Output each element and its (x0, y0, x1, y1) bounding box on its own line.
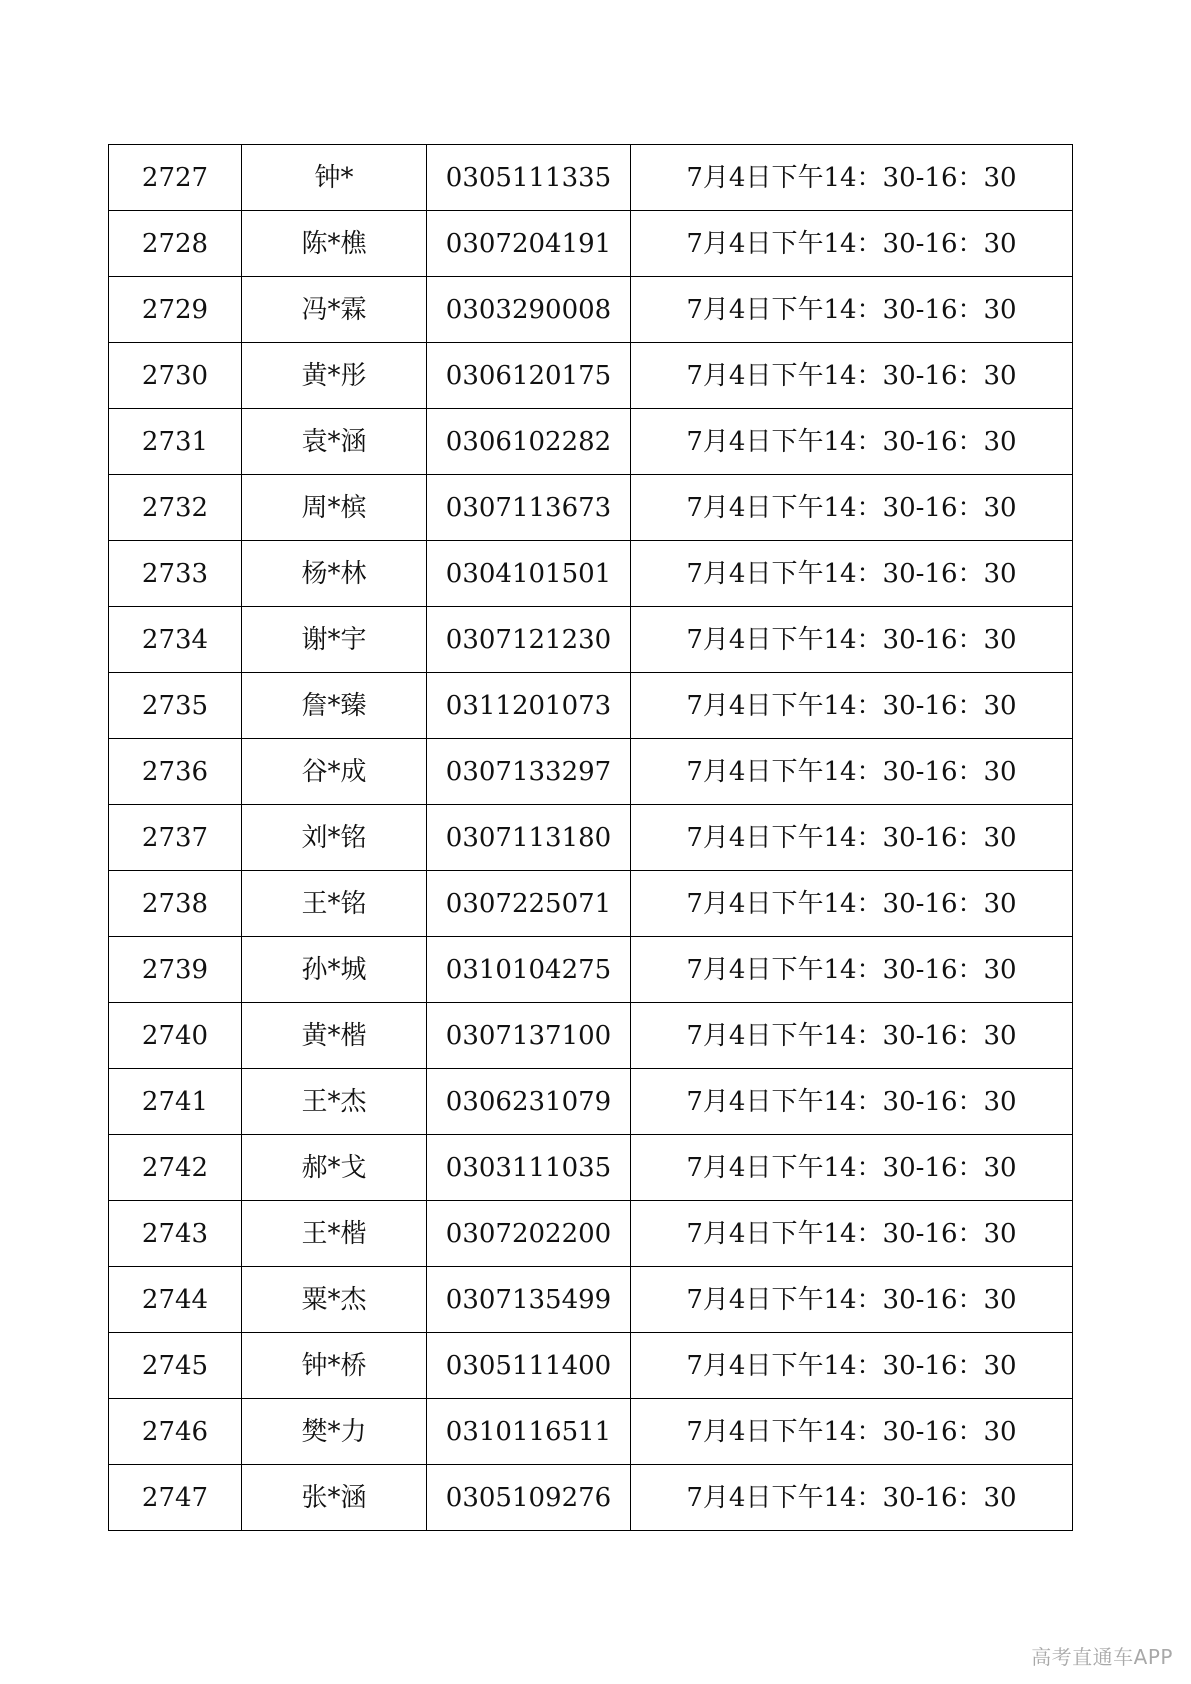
table-row (109, 409, 1073, 475)
time-cell: 7月4日下午14：30-16：30 (631, 1333, 1073, 1399)
name-cell: 粟*杰 (242, 1267, 427, 1333)
id-cell: 0305111335 (427, 145, 631, 211)
id-cell: 0303290008 (427, 277, 631, 343)
id-cell: 0307121230 (427, 607, 631, 673)
table-row (109, 1003, 1073, 1069)
seq-cell: 2736 (109, 739, 242, 805)
table-row (109, 673, 1073, 739)
name-cell: 刘*铭 (242, 805, 427, 871)
seq-cell: 2742 (109, 1135, 242, 1201)
table-row (109, 343, 1073, 409)
time-cell: 7月4日下午14：30-16：30 (631, 1201, 1073, 1267)
name-cell: 孙*城 (242, 937, 427, 1003)
time-cell: 7月4日下午14：30-16：30 (631, 1135, 1073, 1201)
table-row (109, 607, 1073, 673)
id-cell: 0303111035 (427, 1135, 631, 1201)
roster-table-body (109, 145, 1073, 1531)
time-cell: 7月4日下午14：30-16：30 (631, 805, 1073, 871)
table-row (109, 1201, 1073, 1267)
id-cell: 0307202200 (427, 1201, 631, 1267)
table-row (109, 475, 1073, 541)
time-cell: 7月4日下午14：30-16：30 (631, 409, 1073, 475)
table-row (109, 1465, 1073, 1531)
name-cell: 杨*林 (242, 541, 427, 607)
time-cell: 7月4日下午14：30-16：30 (631, 1465, 1073, 1531)
seq-cell: 2728 (109, 211, 242, 277)
id-cell: 0307113673 (427, 475, 631, 541)
name-cell: 王*铭 (242, 871, 427, 937)
table-row (109, 805, 1073, 871)
time-cell: 7月4日下午14：30-16：30 (631, 1003, 1073, 1069)
id-cell: 0307135499 (427, 1267, 631, 1333)
id-cell: 0306120175 (427, 343, 631, 409)
name-cell: 谢*宇 (242, 607, 427, 673)
time-cell: 7月4日下午14：30-16：30 (631, 1399, 1073, 1465)
table-row (109, 145, 1073, 211)
name-cell: 谷*成 (242, 739, 427, 805)
time-cell: 7月4日下午14：30-16：30 (631, 607, 1073, 673)
table-row (109, 1135, 1073, 1201)
id-cell: 0307137100 (427, 1003, 631, 1069)
seq-cell: 2739 (109, 937, 242, 1003)
id-cell: 0305111400 (427, 1333, 631, 1399)
id-cell: 0307113180 (427, 805, 631, 871)
name-cell: 詹*臻 (242, 673, 427, 739)
time-cell: 7月4日下午14：30-16：30 (631, 739, 1073, 805)
id-cell: 0305109276 (427, 1465, 631, 1531)
name-cell: 樊*力 (242, 1399, 427, 1465)
time-cell: 7月4日下午14：30-16：30 (631, 145, 1073, 211)
time-cell: 7月4日下午14：30-16：30 (631, 277, 1073, 343)
time-cell: 7月4日下午14：30-16：30 (631, 541, 1073, 607)
table-row (109, 211, 1073, 277)
seq-cell: 2727 (109, 145, 242, 211)
name-cell: 王*杰 (242, 1069, 427, 1135)
name-cell: 郝*戈 (242, 1135, 427, 1201)
seq-cell: 2730 (109, 343, 242, 409)
id-cell: 0311201073 (427, 673, 631, 739)
seq-cell: 2743 (109, 1201, 242, 1267)
time-cell: 7月4日下午14：30-16：30 (631, 871, 1073, 937)
table-row (109, 1267, 1073, 1333)
time-cell: 7月4日下午14：30-16：30 (631, 343, 1073, 409)
time-cell: 7月4日下午14：30-16：30 (631, 1069, 1073, 1135)
watermark-text: 高考直通车APP (1031, 1645, 1173, 1669)
seq-cell: 2735 (109, 673, 242, 739)
name-cell: 陈*樵 (242, 211, 427, 277)
name-cell: 冯*霖 (242, 277, 427, 343)
table-row (109, 937, 1073, 1003)
id-cell: 0310116511 (427, 1399, 631, 1465)
table-row (109, 541, 1073, 607)
seq-cell: 2747 (109, 1465, 242, 1531)
roster-table (108, 144, 1073, 1531)
id-cell: 0306102282 (427, 409, 631, 475)
table-row (109, 871, 1073, 937)
seq-cell: 2746 (109, 1399, 242, 1465)
seq-cell: 2737 (109, 805, 242, 871)
time-cell: 7月4日下午14：30-16：30 (631, 475, 1073, 541)
seq-cell: 2732 (109, 475, 242, 541)
id-cell: 0310104275 (427, 937, 631, 1003)
table-row (109, 277, 1073, 343)
seq-cell: 2729 (109, 277, 242, 343)
name-cell: 黄*楷 (242, 1003, 427, 1069)
name-cell: 钟* (242, 145, 427, 211)
id-cell: 0307204191 (427, 211, 631, 277)
time-cell: 7月4日下午14：30-16：30 (631, 211, 1073, 277)
seq-cell: 2734 (109, 607, 242, 673)
seq-cell: 2741 (109, 1069, 242, 1135)
time-cell: 7月4日下午14：30-16：30 (631, 673, 1073, 739)
table-row (109, 739, 1073, 805)
seq-cell: 2744 (109, 1267, 242, 1333)
id-cell: 0304101501 (427, 541, 631, 607)
id-cell: 0307225071 (427, 871, 631, 937)
name-cell: 袁*涵 (242, 409, 427, 475)
time-cell: 7月4日下午14：30-16：30 (631, 937, 1073, 1003)
seq-cell: 2740 (109, 1003, 242, 1069)
name-cell: 王*楷 (242, 1201, 427, 1267)
time-cell: 7月4日下午14：30-16：30 (631, 1267, 1073, 1333)
name-cell: 黄*彤 (242, 343, 427, 409)
name-cell: 钟*桥 (242, 1333, 427, 1399)
table-row (109, 1333, 1073, 1399)
id-cell: 0307133297 (427, 739, 631, 805)
seq-cell: 2733 (109, 541, 242, 607)
seq-cell: 2745 (109, 1333, 242, 1399)
name-cell: 张*涵 (242, 1465, 427, 1531)
name-cell: 周*槟 (242, 475, 427, 541)
table-row (109, 1069, 1073, 1135)
table-row (109, 1399, 1073, 1465)
seq-cell: 2731 (109, 409, 242, 475)
id-cell: 0306231079 (427, 1069, 631, 1135)
seq-cell: 2738 (109, 871, 242, 937)
